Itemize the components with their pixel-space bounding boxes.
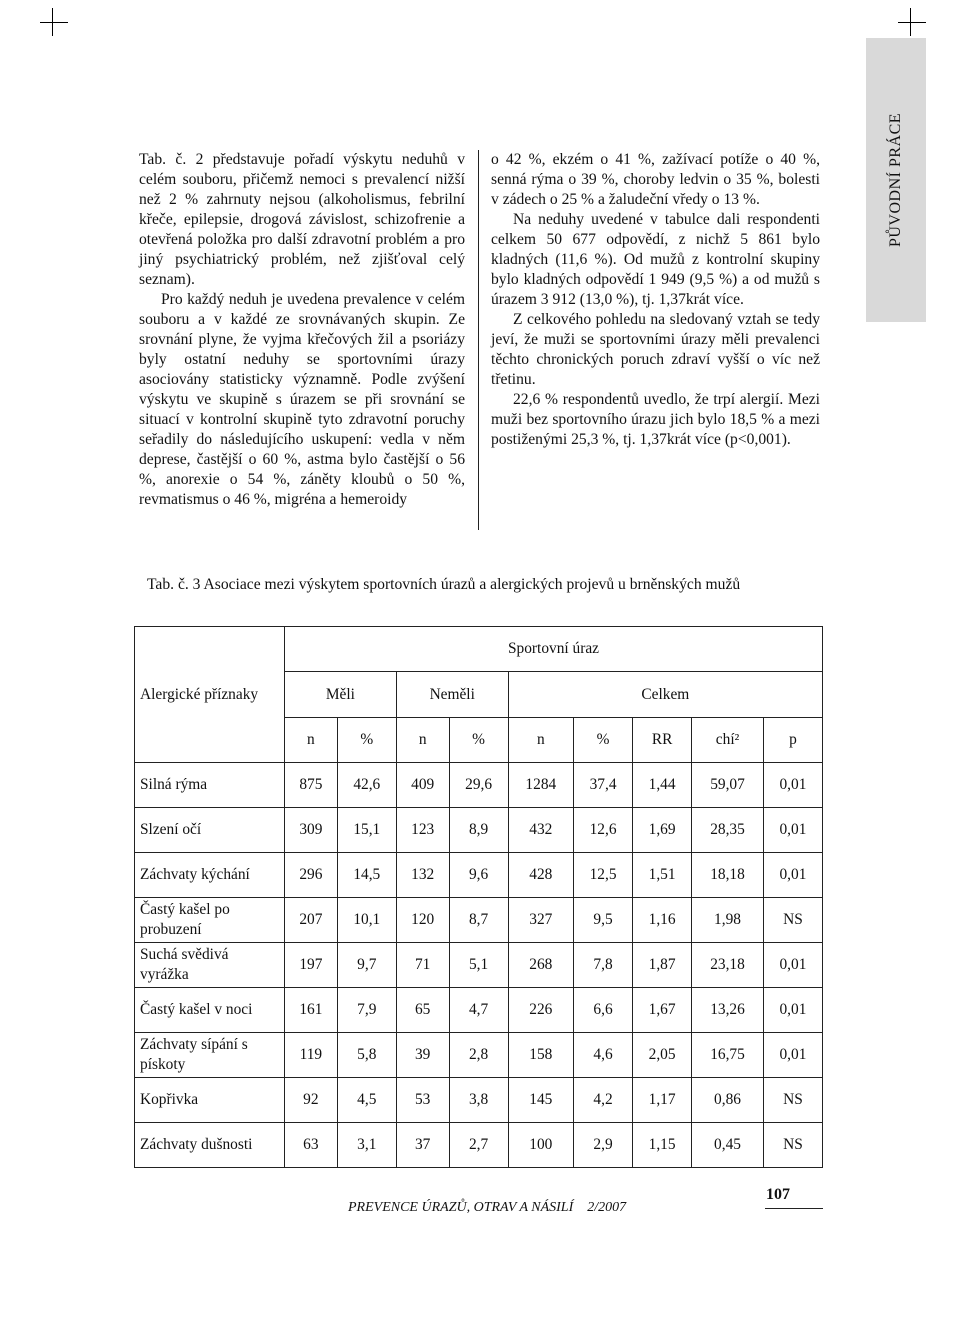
column-header: % [449, 718, 508, 763]
table-cell: 12,5 [574, 853, 633, 898]
table-cell: 5,8 [337, 1033, 396, 1078]
table-cell: 327 [508, 898, 573, 943]
subgroup-header: Měli [285, 672, 397, 718]
table-cell: 23,18 [692, 943, 764, 988]
table-cell: 432 [508, 808, 573, 853]
row-label: Slzení očí [135, 808, 285, 853]
table-cell: 7,9 [337, 988, 396, 1033]
row-label: Záchvaty dušnosti [135, 1123, 285, 1168]
row-label: Suchá svědivá vyrážka [135, 943, 285, 988]
column-header: RR [633, 718, 692, 763]
table-cell: 1,16 [633, 898, 692, 943]
table-cell: 1,51 [633, 853, 692, 898]
table-cell: 161 [285, 988, 338, 1033]
table-cell: 2,7 [449, 1123, 508, 1168]
table-cell: 3,8 [449, 1078, 508, 1123]
table-cell: 0,01 [763, 943, 822, 988]
table-cell: 14,5 [337, 853, 396, 898]
table-cell: 16,75 [692, 1033, 764, 1078]
table-cell: 39 [396, 1033, 449, 1078]
paragraph: Z celkového pohledu na sledovaný vztah se tedy jeví, že muži se sportovními úrazy měli prevalenci těchto chronických poruch zdraví vyšší o víc než třetinu. [491, 311, 820, 388]
table-cell: 2,9 [574, 1123, 633, 1168]
table-cell: 4,5 [337, 1078, 396, 1123]
table-row [135, 1078, 823, 1123]
crop-mark [52, 8, 53, 36]
column-header: n [285, 718, 338, 763]
table-cell: 42,6 [337, 763, 396, 808]
table-caption: Tab. č. 3 Asociace mezi výskytem sportovních úrazů a alergických projevů u brněnských mužů [147, 576, 741, 593]
row-label: Kopřivka [135, 1078, 285, 1123]
table-cell: 0,86 [692, 1078, 764, 1123]
table-cell: 296 [285, 853, 338, 898]
subgroup-header: Neměli [396, 672, 508, 718]
subgroup-header: Celkem [508, 672, 822, 718]
row-label: Záchvaty sípání s pískoty [135, 1033, 285, 1078]
table-cell: 226 [508, 988, 573, 1033]
table-cell: 92 [285, 1078, 338, 1123]
table-cell: 158 [508, 1033, 573, 1078]
allergy-table [134, 626, 823, 1168]
row-label: Silná rýma [135, 763, 285, 808]
table-cell: 207 [285, 898, 338, 943]
table-row [135, 808, 823, 853]
table-cell: 0,01 [763, 763, 822, 808]
table-row [135, 763, 823, 808]
table-cell: 132 [396, 853, 449, 898]
table-cell: 9,5 [574, 898, 633, 943]
table-cell: 1,44 [633, 763, 692, 808]
table-cell: 0,01 [763, 988, 822, 1033]
table-cell: 119 [285, 1033, 338, 1078]
table-cell: 13,26 [692, 988, 764, 1033]
table-cell: 120 [396, 898, 449, 943]
table-cell: 0,01 [763, 1033, 822, 1078]
table-cell: NS [763, 1078, 822, 1123]
page-number-rule [765, 1208, 823, 1209]
table-cell: 8,7 [449, 898, 508, 943]
section-label: PŮVODNÍ PRÁCE [887, 112, 904, 248]
crop-mark [910, 8, 911, 36]
table-cell: 59,07 [692, 763, 764, 808]
table-cell: 10,1 [337, 898, 396, 943]
row-label: Záchvaty kýchání [135, 853, 285, 898]
table-cell: 875 [285, 763, 338, 808]
table-cell: 123 [396, 808, 449, 853]
table-row [135, 943, 823, 988]
table-cell: 15,1 [337, 808, 396, 853]
table-cell: 5,1 [449, 943, 508, 988]
paragraph: Na neduhy uvedené v tabulce dali respondenti celkem 50 677 odpovědí, z nichž 5 861 bylo kladných (11,6 %). Od mužů z kontrolní skupiny bylo kladných odpovědí 1 949 (9,5 %) a od mužů s úrazem 3 912 (13,0 %), tj. 1,37krát více. [491, 211, 820, 308]
table-cell: 7,8 [574, 943, 633, 988]
table-cell: 309 [285, 808, 338, 853]
table-cell: NS [763, 1123, 822, 1168]
table-cell: 65 [396, 988, 449, 1033]
table-cell: 0,01 [763, 853, 822, 898]
table-cell: 63 [285, 1123, 338, 1168]
column-divider [478, 150, 479, 530]
crop-mark [40, 22, 68, 23]
table-cell: 8,9 [449, 808, 508, 853]
table-cell: 71 [396, 943, 449, 988]
table-cell: 37 [396, 1123, 449, 1168]
table-cell: 9,6 [449, 853, 508, 898]
group-header: Sportovní úraz [285, 627, 823, 672]
column-header: n [396, 718, 449, 763]
paragraph: 22,6 % respondentů uvedlo, že trpí alergií. Mezi muži bez sportovního úrazu jich bylo 18,5 % a mezi postiženými 25,3 %, tj. 1,37krát více (p<0,001). [491, 391, 820, 448]
table-cell: 2,8 [449, 1033, 508, 1078]
table-cell: 1,69 [633, 808, 692, 853]
column-header: p [763, 718, 822, 763]
table-cell: 145 [508, 1078, 573, 1123]
column-header: chí² [692, 718, 764, 763]
row-label: Častý kašel v noci [135, 988, 285, 1033]
table-cell: 197 [285, 943, 338, 988]
table-cell: 0,45 [692, 1123, 764, 1168]
right-text-column [491, 150, 820, 450]
table-cell: 1,17 [633, 1078, 692, 1123]
table-cell: 37,4 [574, 763, 633, 808]
table-cell: 428 [508, 853, 573, 898]
table-cell: NS [763, 898, 822, 943]
table-cell: 4,7 [449, 988, 508, 1033]
table-cell: 1,98 [692, 898, 764, 943]
table-cell: 1,15 [633, 1123, 692, 1168]
table-cell: 28,35 [692, 808, 764, 853]
section-side-tab [866, 38, 926, 322]
table-cell: 9,7 [337, 943, 396, 988]
table-row [135, 1033, 823, 1078]
table-row [135, 988, 823, 1033]
table-cell: 1284 [508, 763, 573, 808]
column-header: % [574, 718, 633, 763]
table-cell: 53 [396, 1078, 449, 1123]
paragraph: Tab. č. 2 představuje pořadí výskytu neduhů v celém souboru, přičemž nemoci s prevalencí nižší než 2 % zahrnuty nejsou (alkoholismus, febrilní křeče, epilepsie, drogová závislost, schizofrenie a otevřená položka pro další zdravotní problém a pro jiný psychiatrický problém, než zjišťoval celý seznam). [139, 151, 465, 288]
table-cell: 100 [508, 1123, 573, 1168]
column-header: % [337, 718, 396, 763]
table-row [135, 1123, 823, 1168]
crop-mark [898, 22, 926, 23]
table-cell: 4,2 [574, 1078, 633, 1123]
left-text-column [139, 150, 465, 510]
table-row [135, 898, 823, 943]
table-cell: 268 [508, 943, 573, 988]
column-header: n [508, 718, 573, 763]
table-cell: 1,67 [633, 988, 692, 1033]
table-cell: 409 [396, 763, 449, 808]
table-cell: 2,05 [633, 1033, 692, 1078]
table-cell: 29,6 [449, 763, 508, 808]
table-cell: 18,18 [692, 853, 764, 898]
table-cell: 12,6 [574, 808, 633, 853]
paragraph: o 42 %, ekzém o 41 %, zažívací potíže o 40 %, senná rýma o 39 %, choroby ledvin o 35 %, bolesti v zádech o 25 % a žaludeční vředy o 13 %. [491, 151, 820, 208]
paragraph: Pro každý neduh je uvedena prevalence v celém souboru a v každé ze srovnávaných skupin. Ze srovnání plyne, že vyjma křečových žil a psoriázy byly ostatní neduhy se sportovními úrazy asociovány statisticky významně. Podle zvýšení výskytu ve skupině s úrazem se při srovnání se situací v kontrolní skupině tyto zdravotní poruchy seřadily do následujícího uskupení: vedla v něm deprese, častější o 60 %, astma bylo častější o 56 %, anorexie o 54 %, záněty kloubů o 50 %, revmatismus o 46 %, migréna a hemeroidy [139, 291, 465, 508]
table-cell: 6,6 [574, 988, 633, 1033]
table-cell: 4,6 [574, 1033, 633, 1078]
table-row [135, 853, 823, 898]
table-cell: 1,87 [633, 943, 692, 988]
row-header: Alergické příznaky [135, 627, 285, 763]
page-number: 107 [766, 1186, 790, 1203]
row-label: Častý kašel po probuzení [135, 898, 285, 943]
table-cell: 3,1 [337, 1123, 396, 1168]
table-cell: 0,01 [763, 808, 822, 853]
journal-footer: PREVENCE ÚRAZŮ, OTRAV A NÁSILÍ 2/2007 [348, 1200, 627, 1215]
